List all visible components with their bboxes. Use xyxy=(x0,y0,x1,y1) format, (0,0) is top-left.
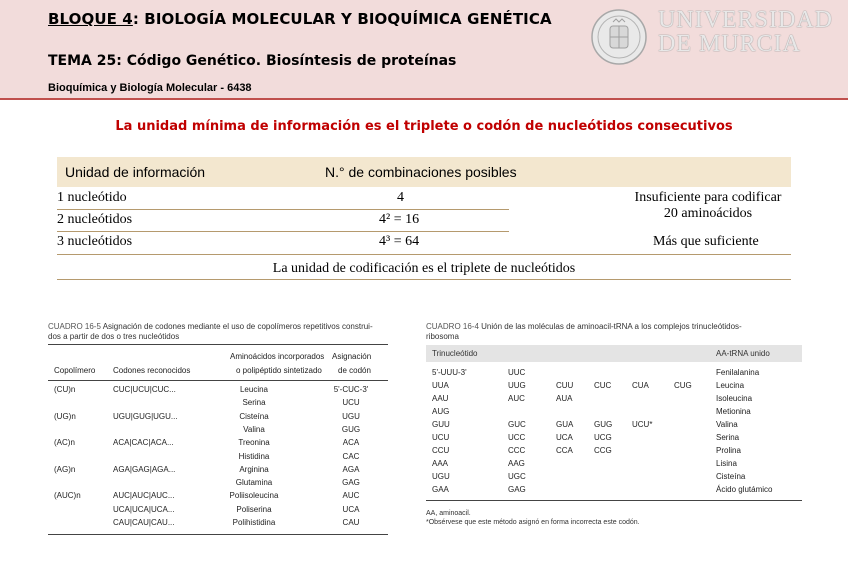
aa-trna-cell: Fenilalanina xyxy=(716,368,760,377)
trinucleotide-cell: CCC xyxy=(508,446,526,455)
slide-subtitle: La unidad mínima de información es el triplete o codón de nucleótidos consecutivos xyxy=(115,119,733,134)
aa-trna-cell: Isoleucina xyxy=(716,394,753,403)
header-rule xyxy=(48,380,388,381)
aa-trna-cell: Ácido glutámico xyxy=(716,485,773,494)
codon-assignment-cell: UGU xyxy=(342,411,360,421)
block-label: BLOQUE 4 xyxy=(48,10,133,28)
aa-trna-cell: Valina xyxy=(716,420,738,429)
row-divider xyxy=(57,231,509,232)
trinucleotide-cell: GUG xyxy=(594,420,613,429)
trinucleotide-cell: AUC xyxy=(508,394,525,403)
row-divider xyxy=(57,209,509,210)
university-wordmark xyxy=(658,8,833,56)
caption-line2: dos a partir de dos o tres nucleótidos xyxy=(48,332,180,341)
unit-cell: 2 nucleótidos xyxy=(57,212,133,227)
codons-cell: CAU|CAU|CAU... xyxy=(113,518,175,527)
column-header-combinations: N.° de combinaciones posibles xyxy=(325,164,517,180)
codon-assignment-cell: UCA xyxy=(342,504,360,514)
aa-trna-cell: Cisteína xyxy=(716,472,746,481)
combinations-cell: 4 xyxy=(397,190,404,205)
copolymer-cell: (UG)n xyxy=(54,411,76,421)
trinucleotide-cell: CUA xyxy=(632,381,649,390)
block-title xyxy=(48,10,552,28)
codon-assignment-cell: CAC xyxy=(342,451,360,461)
aa-trna-cell: Prolina xyxy=(716,446,741,455)
amino-acid-cell: Cisteína xyxy=(239,411,269,421)
trinucleotide-cell: AUG xyxy=(432,407,450,416)
trinucleotide-cell: CCA xyxy=(556,446,573,455)
amino-acid-cell: Treonina xyxy=(238,438,270,448)
trinucleotide-cell: UUA xyxy=(432,381,449,390)
codon-assignment-cell: ACA xyxy=(342,438,360,448)
caption-line1: Unión de las moléculas de aminoacil-tRNA a los complejos trinucleótidos- xyxy=(481,322,742,331)
header-divider xyxy=(0,98,848,100)
footnote: AA, aminoacil. xyxy=(426,510,471,517)
cuadro-label: CUADRO 16-4 xyxy=(426,322,479,331)
codons-cell: UGU|GUG|UGU... xyxy=(113,411,178,421)
codon-assignment-cell: CAU xyxy=(342,518,360,527)
footnote: *Obsérvese que este método asignó en forma incorrecta este codón. xyxy=(426,519,640,526)
cuadro-16-4-table xyxy=(426,345,802,505)
trinucleotide-cell: AAG xyxy=(508,459,525,468)
trinucleotide-cell: GUU xyxy=(432,420,450,429)
copolymer-cell: (AG)n xyxy=(54,464,76,474)
table-bottom-rule xyxy=(426,500,802,501)
trinucleotide-cell: AAU xyxy=(432,394,449,403)
codon-assignment-cell: AUC xyxy=(342,491,360,501)
column-header: Asignación xyxy=(332,352,372,361)
caption-line1: Asignación de codones mediante el uso de copolímeros repetitivos construi- xyxy=(102,322,373,331)
trinucleotide-cell: UCU* xyxy=(632,420,653,429)
amino-acid-cell: Polihistidina xyxy=(232,518,276,527)
trinucleotide-cell: GAG xyxy=(508,485,526,494)
amino-acid-cell: Serina xyxy=(242,398,266,408)
trinucleotide-cell: AAA xyxy=(432,459,449,468)
codon-assignment-cell: UCU xyxy=(342,398,360,408)
trinucleotide-cell: UGU xyxy=(432,472,450,481)
insufficient-note xyxy=(625,190,791,222)
trinucleotide-cell: AUA xyxy=(556,394,573,403)
aa-trna-cell: Serina xyxy=(716,433,740,442)
codons-cell: CUC|UCU|CUC... xyxy=(113,385,176,394)
trinucleotide-cell: GUC xyxy=(508,420,526,429)
university-seal-logo xyxy=(590,8,648,66)
trinucleotide-cell: CCG xyxy=(594,446,612,455)
insufficient-note-line2: 20 aminoácidos xyxy=(663,206,753,221)
column-header: Codones reconocidos xyxy=(113,366,191,375)
trinucleotide-cell: UGC xyxy=(508,472,526,481)
codon-assignment-cell: AGA xyxy=(342,464,360,474)
trinucleotide-cell: UCU xyxy=(432,433,450,442)
table-row xyxy=(57,231,791,253)
table-top-rule xyxy=(48,344,388,345)
amino-acid-cell: Leucina xyxy=(239,385,269,394)
trinucleotide-cell: GUA xyxy=(556,420,574,429)
trinucleotide-cell: UCA xyxy=(556,433,573,442)
block-title-rest: : BIOLOGÍA MOLECULAR Y BIOQUÍMICA GENÉTICA xyxy=(132,10,552,28)
aa-trna-cell: Metionina xyxy=(716,407,751,416)
unit-cell: 1 nucleótido xyxy=(57,190,127,205)
column-header: o polipéptido sintetizado xyxy=(236,366,322,375)
trinucleotide-cell: UUC xyxy=(508,368,526,377)
unit-cell: 3 nucleótidos xyxy=(57,234,133,249)
column-header: AA-tRNA unido xyxy=(716,349,770,358)
codon-assignment-cell: 5'-CUC-3' xyxy=(333,385,369,394)
row-divider xyxy=(57,254,791,255)
sufficiency-note: Más que suficiente xyxy=(653,234,759,249)
cuadro-16-4-caption xyxy=(426,322,806,342)
codons-cell: UCA|UCA|UCA... xyxy=(113,504,175,514)
amino-acid-cell: Poliisoleucina xyxy=(229,491,279,501)
aa-trna-cell: Lisina xyxy=(716,459,737,468)
trinucleotide-cell: CUU xyxy=(556,381,574,390)
amino-acid-cell: Poliserina xyxy=(236,504,272,514)
trinucleotide-cell: CUC xyxy=(594,381,612,390)
cuadro-label: CUADRO 16-5 xyxy=(48,322,101,331)
university-wordmark-line2: DE MURCIA xyxy=(658,31,802,57)
trinucleotide-cell: UCG xyxy=(594,433,612,442)
amino-acid-cell: Glutamina xyxy=(235,478,273,488)
codon-assignment-cell: GUG xyxy=(341,424,361,434)
cuadro-16-5-table xyxy=(48,346,388,531)
table-bottom-rule xyxy=(48,534,388,535)
amino-acid-cell: Histidina xyxy=(238,451,270,461)
university-wordmark-line1: UNIVERSIDAD xyxy=(658,7,833,33)
trinucleotide-cell: CUG xyxy=(674,381,692,390)
table-header xyxy=(57,157,791,187)
cuadro-16-5-caption xyxy=(48,322,420,342)
trinucleotide-cell: UUG xyxy=(508,381,526,390)
information-units-table xyxy=(57,157,791,276)
combinations-cell: 4² = 16 xyxy=(379,212,420,227)
amino-acid-cell: Arginina xyxy=(239,464,269,474)
amino-acid-cell: Valina xyxy=(243,424,265,434)
copolymer-cell: (AC)n xyxy=(54,438,75,448)
cuadro-16-4-footnotes xyxy=(426,509,806,527)
column-header: de codón xyxy=(338,366,371,375)
column-header: Trinucleótido xyxy=(432,349,478,358)
codons-cell: AGA|GAG|AGA... xyxy=(113,464,176,474)
codons-cell: AUC|AUC|AUC... xyxy=(113,491,175,501)
column-header-unit: Unidad de información xyxy=(65,164,206,180)
combinations-cell: 4³ = 64 xyxy=(379,234,420,249)
trinucleotide-cell: UCC xyxy=(508,433,526,442)
insufficient-note-line1: Insuficiente para codificar xyxy=(634,190,782,205)
aa-trna-cell: Leucina xyxy=(716,381,745,390)
trinucleotide-cell: GAA xyxy=(432,485,449,494)
topic-title: TEMA 25: Código Genético. Biosíntesis de proteínas xyxy=(48,53,457,69)
copolymer-cell: (CU)n xyxy=(54,385,76,394)
caption-line2: ribosoma xyxy=(426,332,459,341)
copolymer-cell: (AUC)n xyxy=(54,491,81,501)
codons-cell: ACA|CAC|ACA... xyxy=(113,438,174,448)
codon-assignment-cell: GAG xyxy=(342,478,360,488)
column-header: Aminoácidos incorporados xyxy=(230,352,325,361)
trinucleotide-cell: CCU xyxy=(432,446,450,455)
course-name: Bioquímica y Biología Molecular - 6438 xyxy=(48,82,252,94)
coding-unit-conclusion: La unidad de codificación es el triplete de nucleótidos xyxy=(272,261,576,276)
column-header: Copolímero xyxy=(54,366,96,375)
trinucleotide-cell: 5'-UUU-3' xyxy=(432,368,467,377)
table-bottom-rule xyxy=(57,279,791,280)
